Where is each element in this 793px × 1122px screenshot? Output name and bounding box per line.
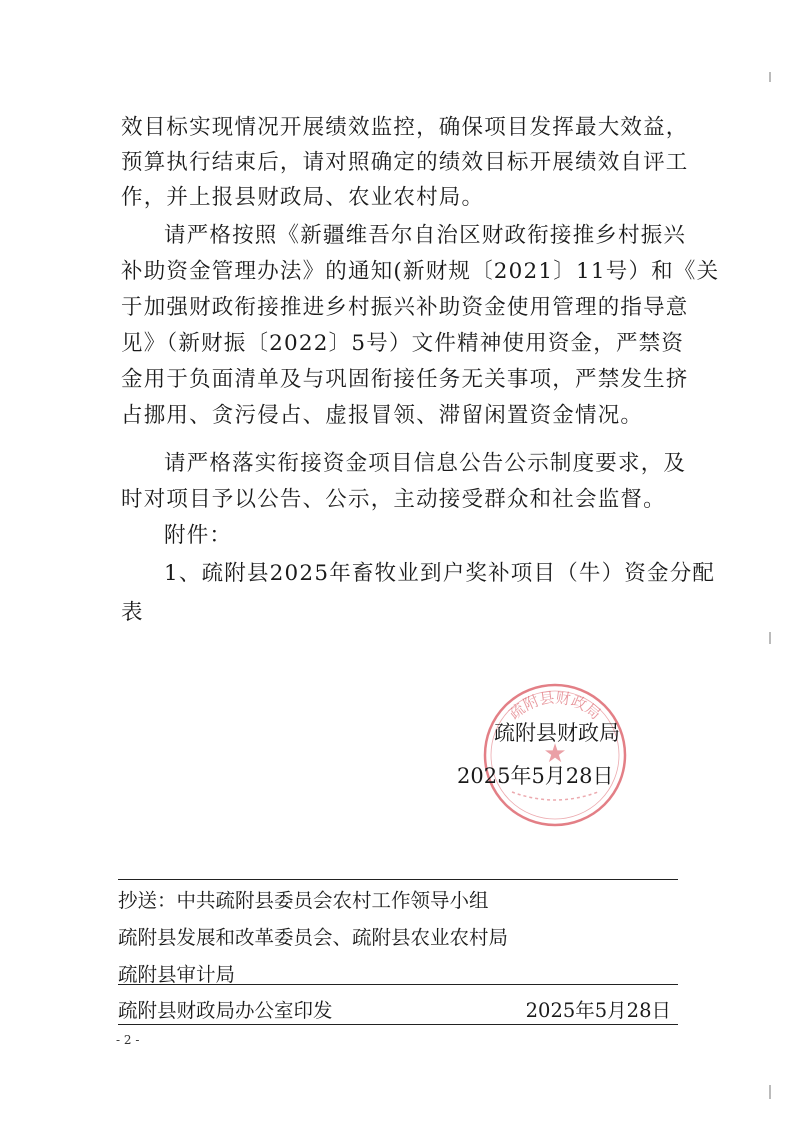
attachment-item-1: 1、疏附县2025年畜牧业到户奖补项目（牛）资金分配	[164, 561, 716, 586]
body-line-4: 请严格按照《新疆维吾尔自治区财政衔接推乡村振兴	[164, 223, 687, 248]
signature-org: 疏附县财政局	[494, 721, 620, 745]
body-line-8: 金用于负面清单及与巩固衔接任务无关事项，严禁发生挤	[121, 367, 689, 392]
page-number: - 2 -	[116, 1033, 140, 1047]
body-line-6: 于加强财政衔接推进乡村振兴补助资金使用管理的指导意	[121, 295, 689, 320]
body-line-5: 补助资金管理办法》的通知(新财规〔2021〕11号）和《关	[121, 259, 720, 284]
body-line-2: 预算执行结束后，请对照确定的绩效目标开展绩效自评工	[121, 150, 689, 175]
body-line-9: 占挪用、贪污侵占、虚报冒领、滞留闲置资金情况。	[121, 403, 644, 428]
issue-date: 2025年5月28日	[525, 999, 671, 1022]
attachment-heading: 附件：	[164, 523, 233, 548]
svg-text:★: ★	[543, 739, 567, 769]
signature-date: 2025年5月28日	[457, 764, 614, 788]
body-line-1: 效目标实现情况开展绩效监控，确保项目发挥最大效益，	[121, 115, 689, 140]
divider-middle	[118, 984, 678, 985]
issuer-label: 疏附县财政局办公室印发	[118, 999, 333, 1022]
cc-line-2: 疏附县发展和改革委员会、疏附县农业农村局	[118, 926, 509, 949]
scan-mark-2	[769, 632, 771, 644]
cc-line-3: 疏附县审计局	[118, 963, 236, 986]
body-line-11: 时对项目予以公告、公示，主动接受群众和社会监督。	[121, 487, 666, 512]
cc-line-1: 抄送：中共疏附县委员会农村工作领导小组	[118, 889, 489, 912]
body-line-7: 见》（新财振〔2022〕5号）文件精神使用资金，严禁资	[121, 331, 685, 356]
divider-top	[118, 879, 678, 880]
divider-bottom	[118, 1024, 678, 1025]
body-line-10: 请严格落实衔接资金项目信息公告公示制度要求，及	[164, 451, 687, 476]
scan-mark-3	[769, 1085, 771, 1099]
scan-mark-1	[769, 72, 771, 82]
seal-text: 疏附县财政局	[505, 688, 605, 724]
official-seal	[480, 680, 630, 830]
attachment-item-1-cont: 表	[121, 600, 144, 625]
body-line-3: 作，并上报县财政局、农业农村局。	[121, 185, 485, 210]
